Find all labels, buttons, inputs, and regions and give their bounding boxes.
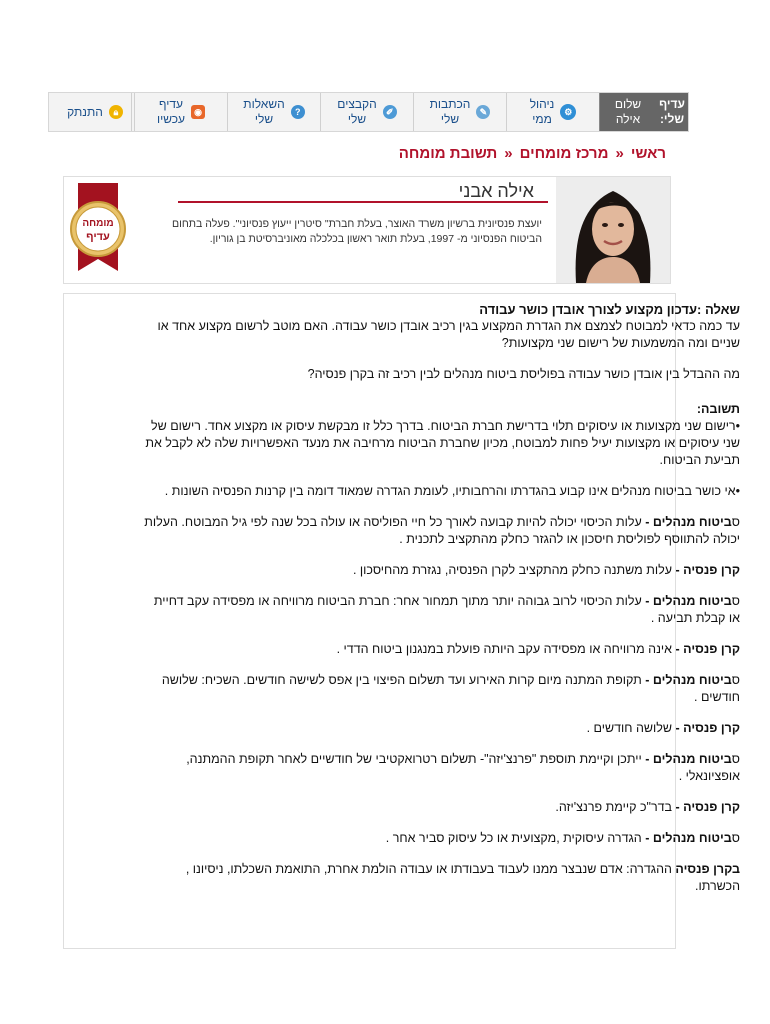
- expert-profile-box: [63, 176, 671, 284]
- breadcrumb-home[interactable]: ראשי: [630, 145, 666, 162]
- logout-label: התנתק: [67, 105, 103, 119]
- comparison-row: [144, 799, 740, 816]
- my-adif-title: [656, 93, 688, 131]
- nav-my-questions-label: השאלות: [243, 97, 285, 111]
- nav-my-articles[interactable]: [413, 93, 506, 131]
- comparison-text: אינה מרוויחה או מפסידה עקב היותה פועלת במנגנון ביטוח הדדי .: [336, 642, 676, 656]
- nav-my-articles-label: הכתבות: [429, 97, 471, 111]
- comparison-text: הגדרה עיסוקית ,מקצועית או כל עיסוק סביר אחר .: [385, 831, 646, 845]
- expert-bio: יועצת פנסיונית ברשיון משרד האוצר, בעלת חברת" סיטרין ייעוץ פנסיוני". פעלה בתחום הביטוח הפנסיוני מ- 1997, בעלת תואר ראשון בכלכלה מאוניברסיטת בן גוריון.: [172, 218, 542, 245]
- breadcrumb-separator: «: [504, 145, 513, 162]
- answer-paragraph: •רישום שני מקצועות או עיסוקים תלוי בדרישת חברת הביטוח. בדרך כלל זו מבקשת עיסוק או מקצוע אחד. רישום של שני עיסוקים או מקצועות יעיל פחות למבוטח, מכיון שחברת הביטוח מרחיבה את מנעד האפשרויות שלה לא לקבל את תביעת הביטוח.: [145, 419, 740, 467]
- question-body: עד כמה כדאי למבוטח לצמצם את הגדרת המקצוע בגין רכיב אובדן כושר עבודה. האם מוטב לרשום מקצוע אחד או שניים ומה המשמעות של רישום שני מקצועות?: [157, 319, 740, 350]
- comparison-row: [144, 751, 740, 785]
- nav-spacer: [132, 93, 134, 131]
- breadcrumb-experts-center[interactable]: מרכז מומחים: [519, 145, 609, 162]
- comparison-label: קרן פנסיה -: [675, 642, 740, 656]
- bullet-mark: ס: [731, 515, 740, 529]
- breadcrumb: [399, 145, 666, 162]
- bullet-mark: ס: [731, 594, 740, 608]
- questions-icon: ?: [291, 105, 305, 119]
- spacer: [144, 579, 740, 593]
- nav-my-files-label-2: שלי: [347, 112, 367, 126]
- files-icon: ✐: [383, 105, 397, 119]
- comparison-row: [144, 830, 740, 847]
- question-body-2: מה ההבדל בין אובדן כושר עבודה בפוליסת ביטוח מנהלים לבין רכיב זה בקרן פנסיה?: [307, 367, 740, 381]
- expert-name: אילה אבני: [458, 181, 534, 201]
- comparison-row: [144, 562, 740, 579]
- bullet-mark: ס: [731, 673, 740, 687]
- nav-my-questions-label-2: שלי: [254, 112, 274, 126]
- comparison-text: ייתכן וקיימת תוספת "פרנצ'יזה"- תשלום רטרואקטיבי של חודשיים לאחר תקופת ההמתנה, אופציונאלי .: [186, 752, 740, 783]
- greeting-hello: שלום: [614, 97, 642, 111]
- spacer: [144, 737, 740, 751]
- comparison-row: [144, 861, 740, 895]
- comparison-label: ביטוח מנהלים -: [645, 752, 732, 766]
- spacer: [144, 469, 740, 483]
- spacer: [144, 706, 740, 720]
- my-adif-title-line1: עדיף: [659, 97, 685, 111]
- spacer: [144, 352, 740, 366]
- article-icon: ✎: [476, 105, 490, 119]
- nav-my-questions[interactable]: [227, 93, 320, 131]
- spacer: [144, 658, 740, 672]
- comparison-row: [144, 593, 740, 627]
- svg-text:עדיף: עדיף: [86, 231, 110, 243]
- nav-my-files[interactable]: [320, 93, 413, 131]
- logout-link[interactable]: [49, 93, 132, 131]
- comparison-text: עלות משתנה כחלק מהתקציב לקרן הפנסיה, נגזרת מהחיסכון .: [352, 563, 676, 577]
- comparison-text: שלושה חודשים .: [586, 721, 676, 735]
- nav-manage-account-label-2: ממי: [532, 112, 552, 126]
- spacer: [144, 383, 740, 401]
- nav-manage-account[interactable]: [506, 93, 599, 131]
- bullet-mark: ס: [731, 831, 740, 845]
- comparison-row: [144, 720, 740, 737]
- breadcrumb-separator: «: [615, 145, 624, 162]
- nav-my-files-label: הקבצים: [337, 97, 377, 111]
- comparison-row: [144, 514, 740, 548]
- nav-manage-account-label: ניהול: [529, 97, 555, 111]
- comparison-text: בדר"כ קיימת פרנצ'יזה.: [555, 800, 676, 814]
- answer-title: תשובה:: [696, 402, 740, 416]
- comparison-label: קרן פנסיה -: [675, 721, 740, 735]
- comparison-label: קרן פנסיה -: [675, 800, 740, 814]
- spacer: [144, 785, 740, 799]
- expert-badge-icon: [68, 183, 128, 279]
- spacer: [144, 548, 740, 562]
- user-nav-bar: [48, 92, 689, 132]
- gear-icon: ⚙: [560, 104, 576, 120]
- nav-my-articles-label-2: שלי: [440, 112, 460, 126]
- breadcrumb-current: תשובת מומחה: [398, 145, 498, 162]
- nav-adif-now[interactable]: [134, 93, 227, 131]
- spacer: [144, 627, 740, 641]
- comparison-label: ביטוח מנהלים -: [645, 594, 732, 608]
- expert-answer-content: [144, 301, 740, 895]
- comparison-text: עלות הכיסוי יכולה להיות קבועה לאורך כל חיי הפוליסה או עולה בכל שנה לפי גיל המבוטח. העלות יכולה להתווסף לפוליסת חיסכון או להגזר כחלק מהתקציב לתכנית .: [144, 515, 740, 546]
- nav-adif-now-label-2: עכשיו: [156, 112, 186, 126]
- comparison-label: קרן פנסיה -: [675, 563, 740, 577]
- greeting-username: אילה: [615, 112, 641, 126]
- comparison-label: ביטוח מנהלים -: [645, 673, 732, 687]
- comparison-label: ביטוח מנהלים -: [645, 831, 732, 845]
- comparison-label: ביטוח מנהלים -: [645, 515, 732, 529]
- comparison-row: [144, 641, 740, 658]
- name-underline: [178, 201, 548, 203]
- user-greeting: [599, 93, 656, 131]
- spacer: [144, 500, 740, 514]
- answer-paragraph: •אי כושר בביטוח מנהלים אינו קבוע בהגדרתו והרחבותיו, לעומת הגדרה שמאוד דומה בין קרנות הפנסיה השונות .: [164, 484, 740, 498]
- svg-text:מומחה: מומחה: [82, 218, 114, 229]
- bullet-mark: ס: [731, 752, 740, 766]
- spacer: [144, 847, 740, 861]
- comparison-text: ההגדרה: אדם שנבצר ממנו לעבוד בעבודתו או עבודה הולמת אחרת, התואמת השכלתו, ניסיונו , הכשרתו.: [185, 862, 740, 893]
- spacer: [144, 816, 740, 830]
- comparison-text: תקופת המתנה מיום קרות האירוע ועד תשלום הפיצוי בין אפס לשישה חודשים. השכיח: שלושה חודשים .: [161, 673, 740, 704]
- my-adif-title-line2: שלי:: [659, 112, 685, 126]
- comparison-label: בקרן פנסיה: [675, 862, 740, 876]
- comparison-text: עלות הכיסוי לרוב גבוהה יותר מתוך תמחור אחר: חברת הביטוח מרוויחה או מפסידה עקב דחיית או קבלת תביעה .: [153, 594, 740, 625]
- expert-photo: [556, 177, 670, 283]
- rss-icon: ◉: [191, 105, 205, 119]
- lock-icon: 🔒︎: [109, 105, 123, 119]
- comparison-row: [144, 672, 740, 706]
- nav-adif-now-label: עדיף: [159, 97, 184, 111]
- question-title: שאלה :עדכון מקצוע לצורך אובדן כושר עבודה: [479, 302, 740, 317]
